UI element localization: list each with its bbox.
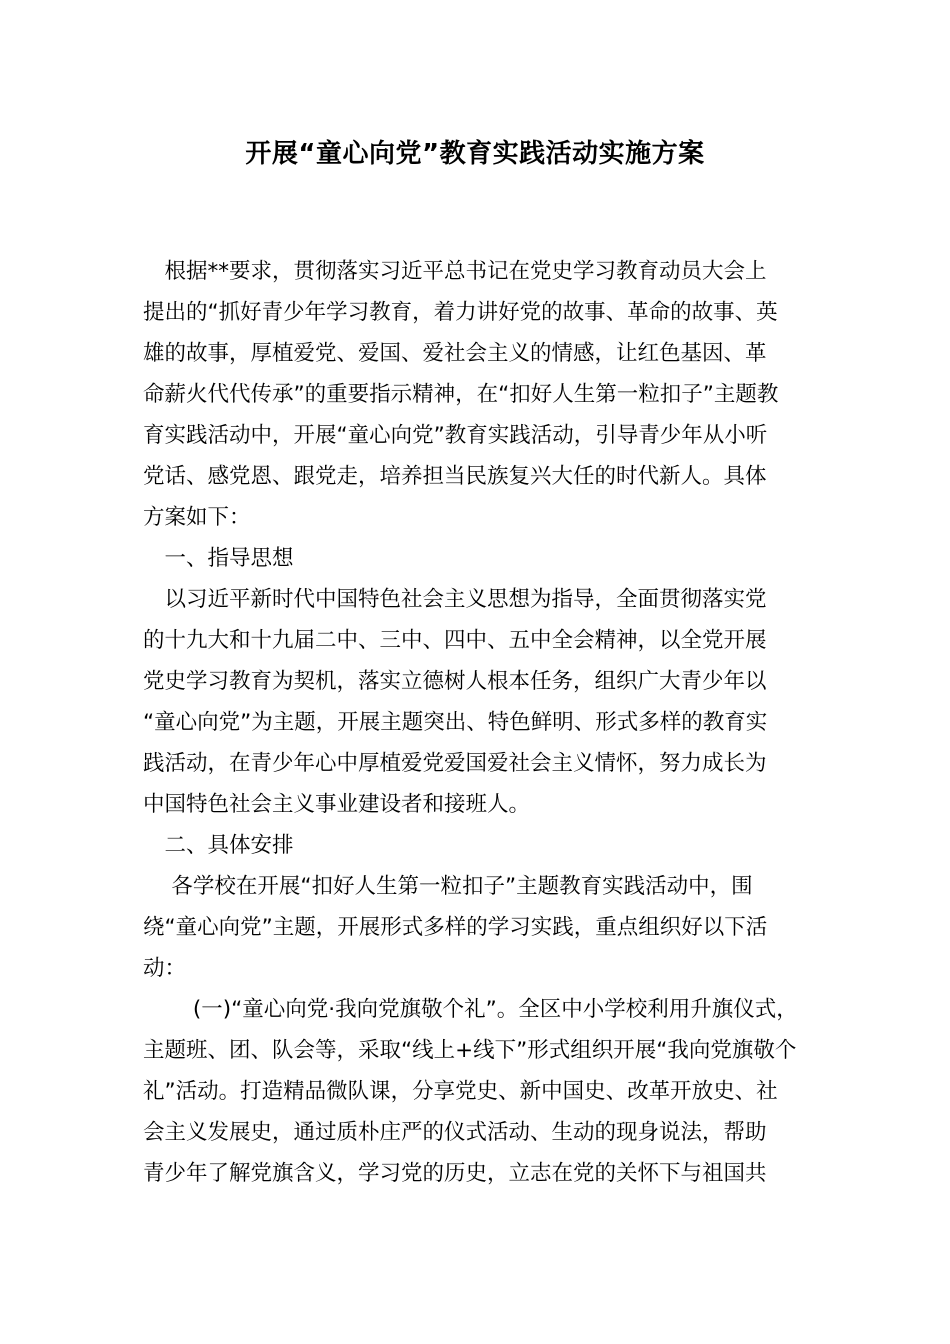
paragraph-line: 礼”活动。打造精品微队课，分享党史、新中国史、改革开放史、社	[143, 1079, 778, 1104]
paragraph-line: 青少年了解党旗含义，学习党的历史，立志在党的关怀下与祖国共	[143, 1161, 767, 1186]
paragraph-line: 主题班、团、队会等，采取“线上+线下”形式组织开展“我向党旗敬个	[143, 1038, 797, 1063]
paragraph-line: 提出的“抓好青少年学习教育，着力讲好党的故事、革命的故事、英	[143, 300, 778, 325]
paragraph-line: 党话、感党恩、跟党走，培养担当民族复兴大任的时代新人。具体	[143, 464, 767, 489]
document-title: 开展“童心向党”教育实践活动实施方案	[245, 139, 705, 169]
paragraph-line: 绕“童心向党”主题，开展形式多样的学习实践，重点组织好以下活	[143, 915, 768, 940]
paragraph-line: 践活动，在青少年心中厚植爱党爱国爱社会主义情怀，努力成长为	[143, 751, 767, 776]
paragraph-line: 命薪火代代传承”的重要指示精神，在“扣好人生第一粒扣子”主题教	[143, 382, 779, 407]
paragraph-line: 党史学习教育为契机，落实立德树人根本任务，组织广大青少年以	[143, 669, 767, 694]
paragraph-line: 会主义发展史，通过质朴庄严的仪式活动、生动的现身说法，帮助	[143, 1120, 767, 1145]
paragraph-line: 雄的故事，厚植爱党、爱国、爱社会主义的情感，让红色基因、革	[143, 341, 767, 366]
subsection-line: (一)“童心向党·我向党旗敬个礼”。全区中小学校利用升旗仪式，	[143, 997, 798, 1022]
paragraph-line: 根据**要求，贯彻落实习近平总书记在党史学习教育动员大会上	[143, 259, 767, 284]
paragraph-line: 动：	[143, 956, 187, 981]
section-heading: 一、指导思想	[143, 546, 294, 571]
paragraph-line: 中国特色社会主义事业建设者和接班人。	[143, 792, 531, 817]
paragraph-line: 的十九大和十九届二中、三中、四中、五中全会精神，以全党开展	[143, 628, 767, 653]
paragraph-line: “童心向党”为主题，开展主题突出、特色鲜明、形式多样的教育实	[143, 710, 768, 735]
paragraph-line: 各学校在开展“扣好人生第一粒扣子”主题教育实践活动中，围	[143, 874, 753, 899]
paragraph-line: 以习近平新时代中国特色社会主义思想为指导，全面贯彻落实党	[143, 587, 767, 612]
section-heading: 二、具体安排	[143, 833, 294, 858]
paragraph-line: 育实践活动中，开展“童心向党”教育实践活动，引导青少年从小听	[143, 423, 768, 448]
paragraph-line: 方案如下：	[143, 505, 251, 530]
